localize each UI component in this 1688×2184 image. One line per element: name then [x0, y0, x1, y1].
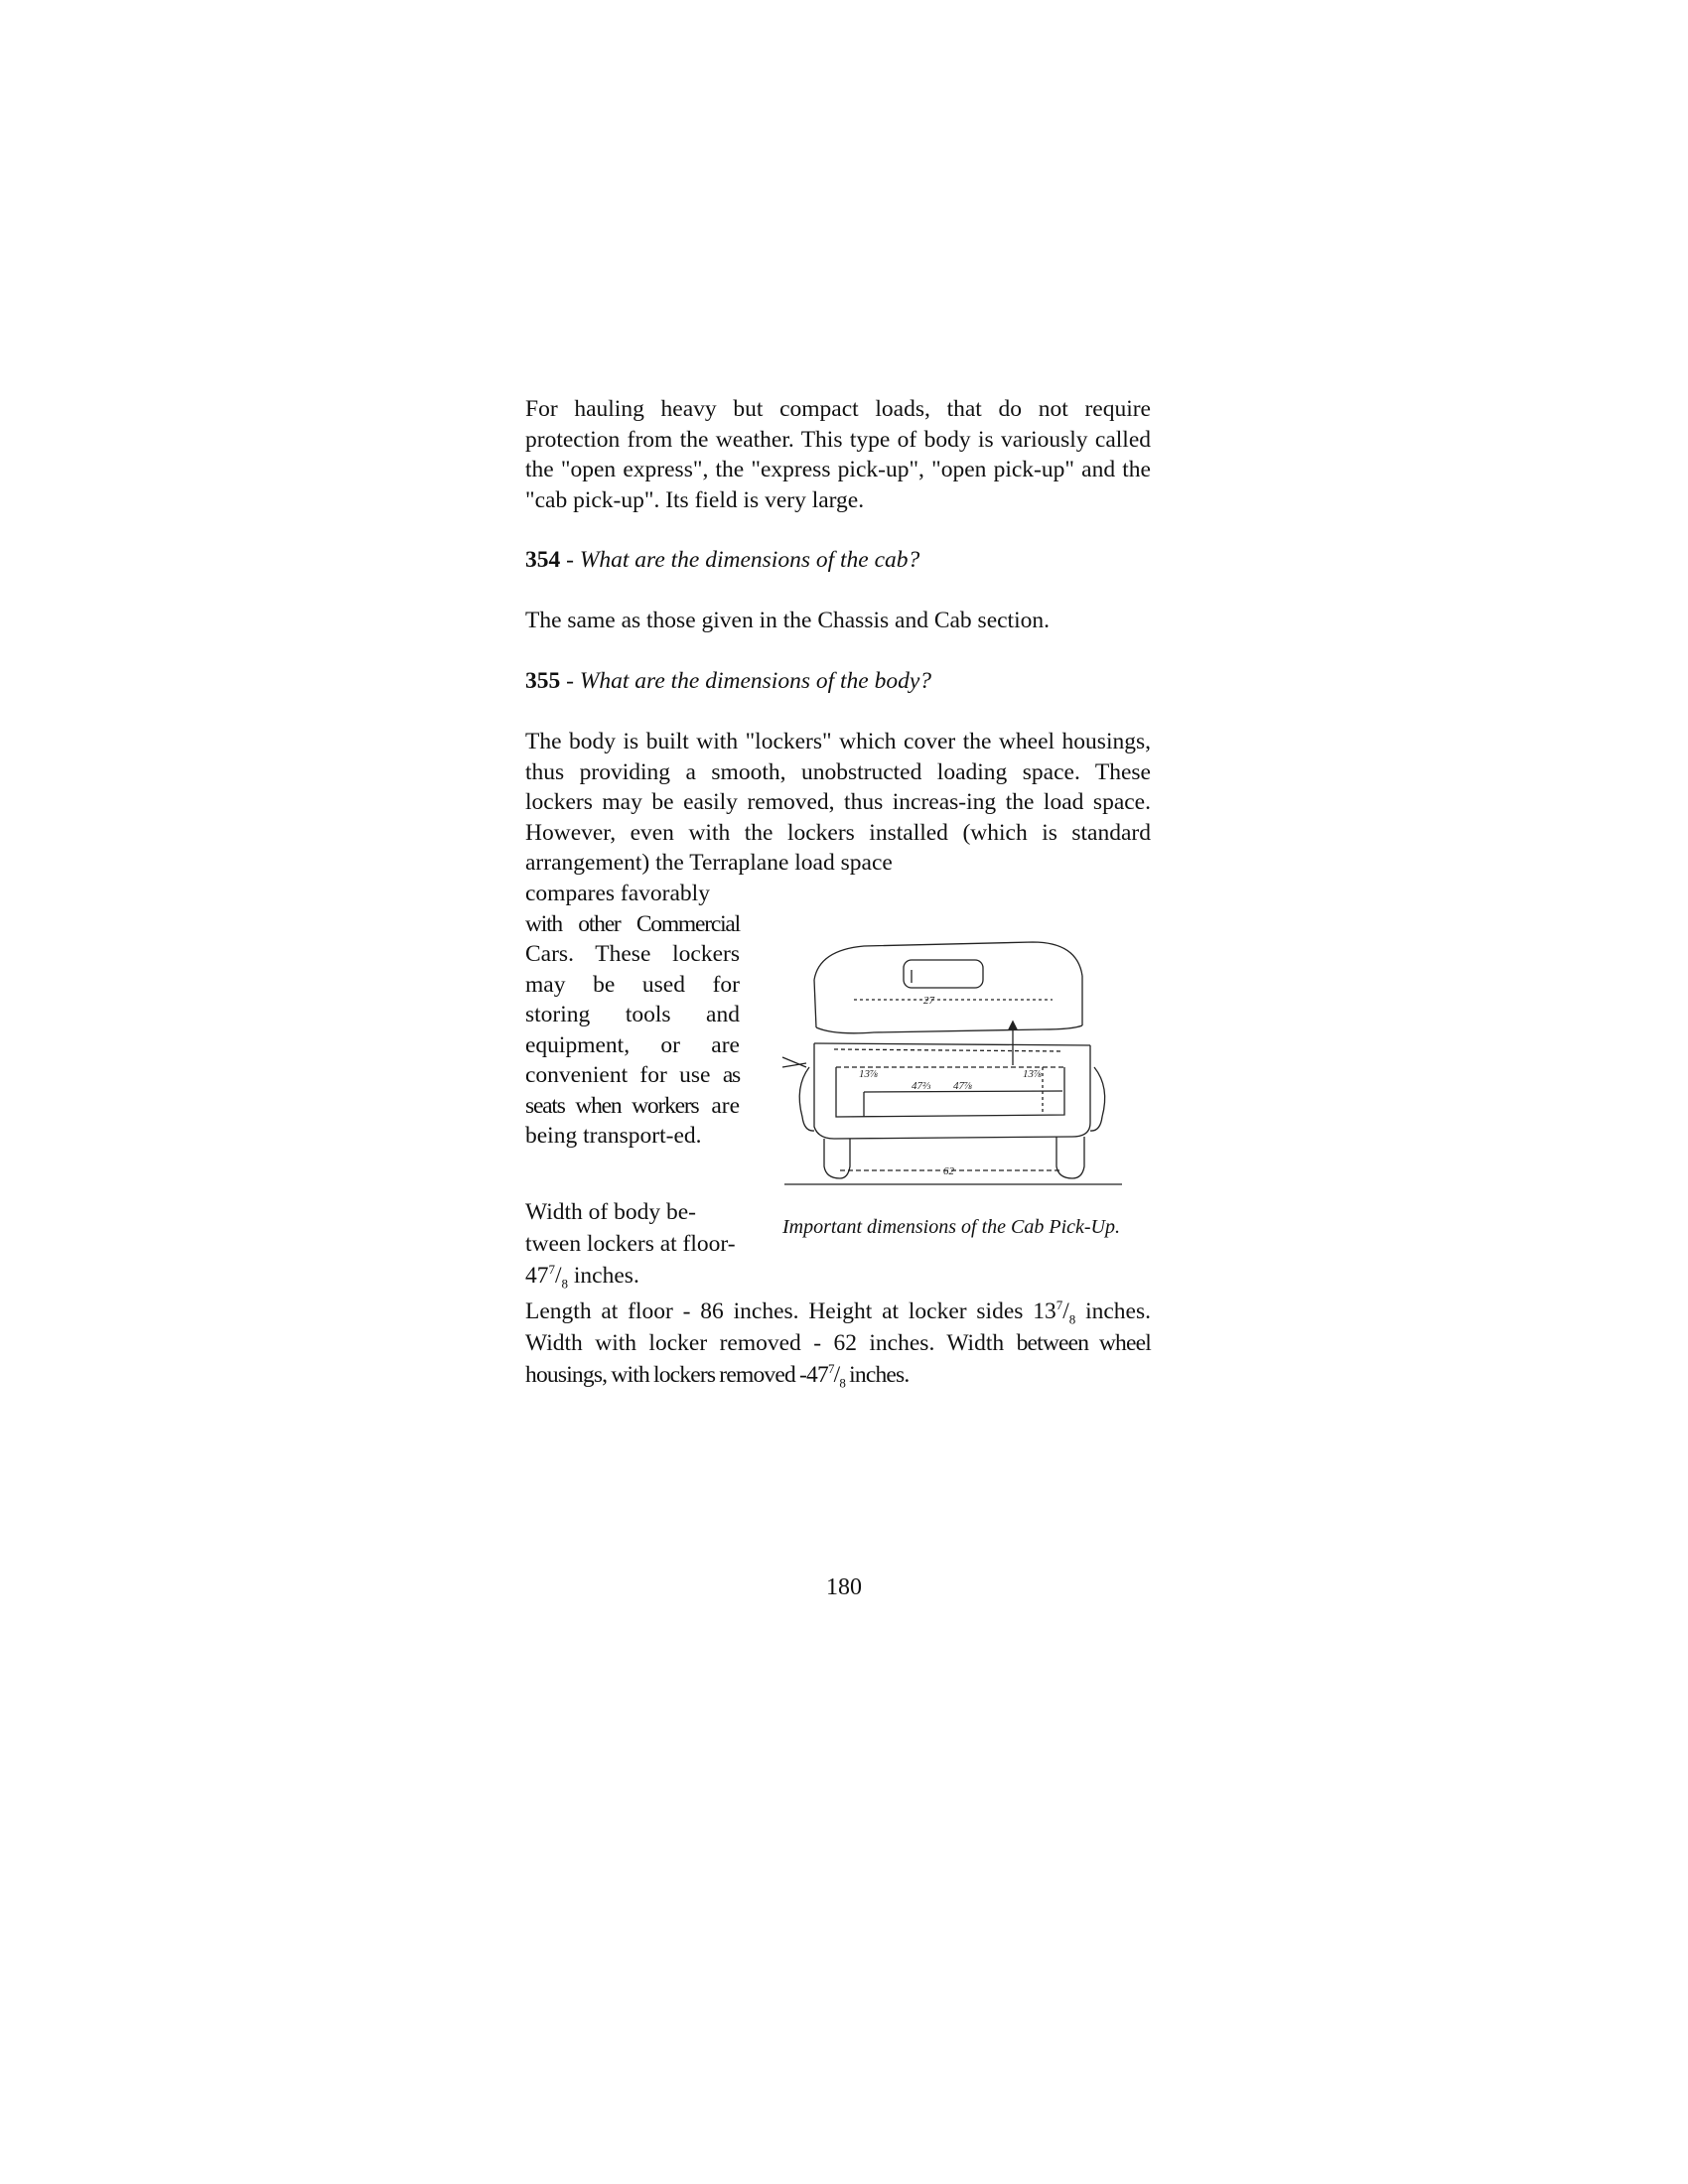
intro-paragraph	[525, 394, 1151, 515]
question-separator: -	[560, 547, 580, 573]
cab-bottom-line	[816, 1025, 1082, 1033]
fraction-numerator: 7	[1055, 1297, 1063, 1313]
right-wheel	[1056, 1137, 1084, 1178]
question-number: 354	[525, 547, 561, 573]
question-number: 355	[525, 668, 561, 694]
final-text: between wheel housings, with lockers removed -47	[525, 1330, 1151, 1388]
final-paragraph: Length at floor - 86 inches. Height at locker sides $13^7/_8$ inches. Width with locker removed - 62 inches. Width between wheel housings, with lockers removed $-47^7/_8$ inches.	[525, 1297, 1151, 1391]
dimension-label: 47⅔	[912, 1080, 931, 1092]
dimension-label: 62	[943, 1165, 954, 1177]
left-fender	[799, 1067, 814, 1131]
fraction-numerator: 7	[548, 1262, 555, 1278]
dimension-label: 13⅞	[1023, 1068, 1043, 1080]
page-number: 180	[826, 1574, 862, 1600]
dimension-label: 47⅞	[953, 1080, 973, 1092]
final-text: inches. Width with locker removed - 62 inches. Width	[525, 1298, 1151, 1356]
text-line: compares favorably	[525, 881, 710, 906]
cab-sides	[814, 976, 1082, 1027]
cab-roof-line	[814, 942, 1082, 980]
answer-text: The same as those given in the Chassis and Cab section.	[525, 608, 1050, 633]
fraction-denominator: 8	[839, 1375, 846, 1391]
intro-text: For hauling heavy but compact loads, that do not require protection from the weather. This type of body is variously called the "open express", the "express pick-up", "open pick-up" and the "cab pick-up". Its field is very large.	[525, 396, 1151, 513]
width-paragraph: Width of body be-tween lockers at floor-$47^7/_8$ inches.	[525, 1199, 736, 1292]
right-fender	[1090, 1067, 1105, 1131]
answer-355-paragraph	[525, 727, 1151, 879]
question-355	[525, 666, 1151, 697]
text-line: with other Commercial	[525, 910, 740, 937]
dimension-label: 27	[923, 995, 934, 1007]
rear-window	[904, 960, 983, 988]
final-text: Length at floor - 86 inches. Height at locker sides 13	[525, 1298, 1056, 1324]
final-text: inches.	[845, 1362, 910, 1388]
width-unit: inches.	[568, 1263, 639, 1289]
text-line: Cars. These lockers may be used for storing tools and equipment, or are convenient for use	[525, 941, 740, 1088]
question-text: What are the dimensions of the body?	[579, 668, 932, 694]
width-text: Width of body be-tween lockers at floor-47	[525, 1199, 736, 1289]
question-354	[525, 545, 1151, 576]
text-line: as seats when workers	[525, 1062, 740, 1119]
cab-pickup-illustration	[774, 918, 1132, 1206]
left-wheel	[824, 1139, 850, 1178]
wrapped-text-column	[525, 879, 740, 1152]
question-text: What are the dimensions of the cab?	[579, 547, 920, 573]
fraction-denominator: 8	[561, 1276, 569, 1292]
figure-caption: Important dimensions of the Cab Pick-Up.	[782, 1216, 1120, 1238]
final-line-tight: between wheel housings, with lockers removed $-47^7/_8$ inches.	[525, 1330, 1151, 1391]
text-line: are being transport-ed.	[525, 1092, 740, 1149]
question-separator: -	[560, 668, 580, 694]
answer-354	[525, 606, 1151, 636]
answer-text: The body is built with "lockers" which cover the wheel housings, thus providing a smooth, unobstructed loading space. These lockers may be easily removed, thus increas-ing the load space. However, even with the lockers installed (which is standard arrangement) the Terraplane load space	[525, 729, 1151, 876]
fraction-denominator: 8	[1068, 1311, 1076, 1327]
fraction-numerator: 7	[827, 1361, 834, 1377]
dimension-label: 13⅞	[859, 1068, 879, 1080]
